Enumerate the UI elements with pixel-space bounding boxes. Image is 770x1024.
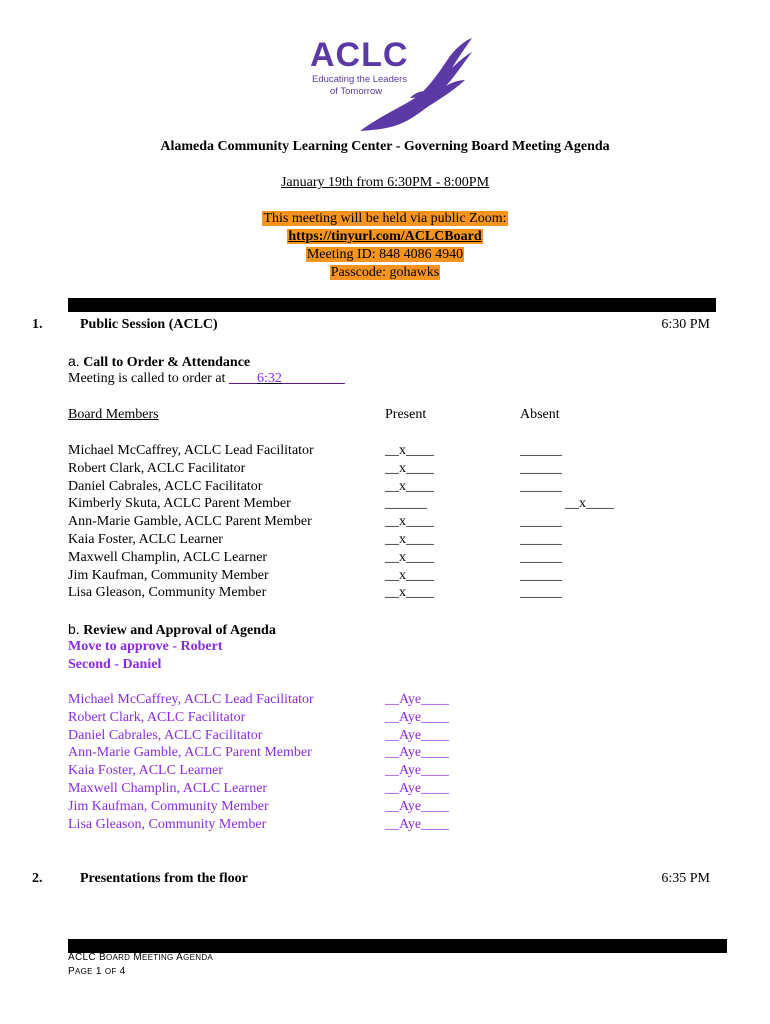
col-absent: Absent bbox=[520, 407, 560, 422]
logo-tagline-2: of Tomorrow bbox=[330, 86, 383, 97]
footer-page-number bbox=[68, 965, 125, 979]
second: Second - Daniel bbox=[68, 657, 162, 672]
attendance-present-mark: __x____ bbox=[385, 478, 434, 494]
zoom-notice: This meeting will be held via public Zoom: bbox=[263, 211, 507, 226]
footer-page-part: 4 bbox=[116, 966, 126, 977]
vote-member-name: Jim Kaufman, Community Member bbox=[68, 798, 269, 814]
document-title: Alameda Community Learning Center - Governing Board Meeting Agenda bbox=[160, 139, 610, 154]
meeting-date: January 19th from 6:30PM - 8:00PM bbox=[280, 175, 490, 190]
section-2-time: 6:35 PM bbox=[661, 871, 710, 886]
attendance-absent-mark: ______ bbox=[520, 460, 562, 476]
attendance-absent-mark: ______ bbox=[520, 478, 562, 494]
attendance-present-mark: __x____ bbox=[385, 549, 434, 565]
col-present: Present bbox=[385, 407, 427, 422]
attendance-absent-mark: ______ bbox=[520, 567, 562, 583]
attendance-member-name: Michael McCaffrey, ACLC Lead Facilitator bbox=[68, 443, 314, 458]
footer-page-part: 1 bbox=[92, 966, 105, 977]
attendance-present-mark: __x____ bbox=[385, 460, 434, 476]
vote-value: __Aye____ bbox=[385, 745, 450, 761]
attendance-present-mark: __x____ bbox=[385, 585, 434, 601]
attendance-present-column bbox=[385, 442, 434, 602]
attendance-member-name: Robert Clark, ACLC Facilitator bbox=[68, 460, 246, 476]
section-1-title: Public Session (ACLC) bbox=[80, 317, 218, 332]
attendance-member-name: Jim Kaufman, Community Member bbox=[68, 567, 269, 583]
attendance-absent-column bbox=[520, 442, 614, 602]
header-divider bbox=[68, 298, 716, 312]
col-board-members: Board Members bbox=[68, 407, 159, 422]
footer-title-part: A bbox=[173, 952, 184, 963]
footer-title-part: GENDA bbox=[183, 953, 214, 962]
attendance-present-mark: ______ bbox=[385, 496, 427, 512]
vote-value: __Aye____ bbox=[385, 763, 450, 779]
attendance-absent-mark: ______ bbox=[520, 514, 562, 530]
vote-member-name: Michael McCaffrey, ACLC Lead Facilitator bbox=[68, 692, 314, 707]
attendance-member-name: Kimberly Skuta, ACLC Parent Member bbox=[68, 496, 291, 512]
vote-values-column bbox=[385, 691, 449, 833]
logo-name: ACLC bbox=[310, 36, 409, 74]
attendance-absent-mark: ______ bbox=[520, 549, 562, 565]
attendance-member-name: Ann-Marie Gamble, ACLC Parent Member bbox=[68, 514, 312, 530]
section-1-time: 6:30 PM bbox=[661, 317, 710, 332]
logo-tagline-1: Educating the Leaders bbox=[312, 74, 408, 85]
attendance-absent-mark: ______ bbox=[520, 585, 562, 601]
item-b-label: b. bbox=[68, 621, 80, 637]
vote-value: __Aye____ bbox=[385, 692, 450, 707]
vote-member-name: Maxwell Champlin, ACLC Learner bbox=[68, 780, 268, 796]
vote-value: __Aye____ bbox=[385, 709, 450, 725]
attendance-absent-mark: ______ bbox=[520, 531, 562, 547]
vote-value: __Aye____ bbox=[385, 780, 450, 796]
called-to-order-label: Meeting is called to order at bbox=[68, 371, 229, 386]
section-1-number: 1. bbox=[32, 317, 43, 332]
footer-page-part: P bbox=[68, 966, 75, 977]
attendance-absent-mark: __x____ bbox=[565, 496, 614, 512]
vote-value: __Aye____ bbox=[385, 816, 450, 832]
meeting-id: Meeting ID: 848 4086 4940 bbox=[306, 247, 464, 262]
attendance-member-name: Maxwell Champlin, ACLC Learner bbox=[68, 549, 268, 565]
vote-names-column bbox=[68, 691, 314, 833]
attendance-present-mark: __x____ bbox=[385, 567, 434, 583]
item-a-title: Call to Order & Attendance bbox=[83, 355, 251, 370]
vote-member-name: Lisa Gleason, Community Member bbox=[68, 816, 267, 832]
attendance-present-mark: __x____ bbox=[385, 514, 434, 530]
vote-member-name: Daniel Cabrales, ACLC Facilitator bbox=[68, 727, 263, 743]
footer-page-part: OF bbox=[104, 967, 117, 976]
vote-value: __Aye____ bbox=[385, 798, 450, 814]
footer-title-part: ACLC B bbox=[68, 952, 106, 963]
section-2-title: Presentations from the floor bbox=[80, 871, 248, 886]
vote-member-name: Ann-Marie Gamble, ACLC Parent Member bbox=[68, 745, 312, 761]
attendance-present-mark: __x____ bbox=[385, 443, 434, 458]
vote-value: __Aye____ bbox=[385, 727, 450, 743]
aclc-logo bbox=[300, 36, 475, 136]
move-to-approve: Move to approve - Robert bbox=[68, 639, 223, 654]
zoom-link[interactable]: https://tinyurl.com/ACLCBoard bbox=[288, 229, 482, 244]
footer-title-part: OARD bbox=[105, 953, 131, 962]
passcode: Passcode: gohawks bbox=[330, 265, 440, 280]
attendance-member-name: Daniel Cabrales, ACLC Facilitator bbox=[68, 478, 263, 494]
footer-title-part: M bbox=[130, 952, 142, 963]
vote-member-name: Robert Clark, ACLC Facilitator bbox=[68, 709, 246, 725]
attendance-absent-mark: ______ bbox=[520, 443, 562, 458]
vote-member-name: Kaia Foster, ACLC Learner bbox=[68, 763, 223, 779]
section-2-number: 2. bbox=[32, 871, 43, 886]
footer-title bbox=[68, 951, 213, 965]
footer-title-part: EETING bbox=[141, 953, 174, 962]
attendance-member-name: Lisa Gleason, Community Member bbox=[68, 585, 267, 601]
item-a-label: a. bbox=[68, 353, 80, 369]
footer-page-part: AGE bbox=[74, 967, 93, 976]
attendance-member-name: Kaia Foster, ACLC Learner bbox=[68, 531, 223, 547]
attendance-present-mark: __x____ bbox=[385, 531, 434, 547]
item-b-title: Review and Approval of Agenda bbox=[83, 623, 276, 638]
called-to-order-value: ____6:32_________ bbox=[228, 371, 345, 386]
